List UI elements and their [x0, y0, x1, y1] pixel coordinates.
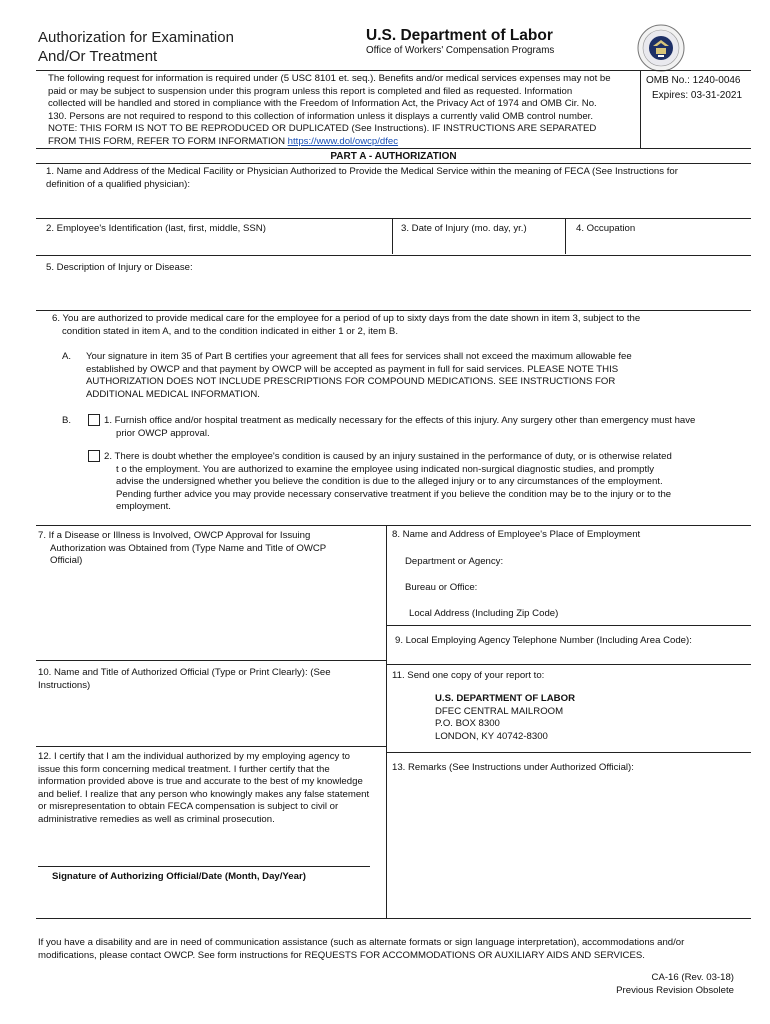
item13-field[interactable]	[392, 780, 744, 910]
privacy-notice	[48, 73, 640, 149]
item6-line: 6. You are authorized to provide medical care for the employee for a period of up to sixty days from the date shown in item 3, subject to the	[52, 313, 641, 324]
footer-line: modifications, please contact OWCP. See form instructions for REQUESTS FOR ACCOMMODATIONS OR AUXILIARY AIDS AND SERVICES.	[38, 949, 645, 961]
rule-item7-8	[36, 525, 751, 526]
item6-line: condition stated in item A, and to the condition indicated in either 1 or 2, item B.	[62, 325, 398, 337]
notice-line: collected will be handled and stored in compliance with the Freedom of Information Act, the Privacy Act of 1974 and OMB Cir. No.	[48, 98, 597, 110]
item10-field[interactable]	[40, 695, 380, 745]
accessibility-notice	[38, 937, 748, 962]
form-title-line2: And/Or Treatment	[38, 48, 158, 65]
item6-b-label: B.	[62, 415, 72, 426]
previous-revision-note: Previous Revision Obsolete	[616, 985, 734, 996]
form-info-link[interactable]: https://www.dol/owcp/dfec	[287, 135, 399, 147]
item8-department-field[interactable]	[520, 552, 745, 568]
header-rule	[36, 70, 751, 71]
bottom-rule	[36, 918, 751, 919]
item12-line: and belief. I realize that any person who knowingly makes any false statement	[38, 788, 370, 800]
signature-line	[38, 866, 370, 867]
part-a-heading: PART A - AUTHORIZATION	[330, 151, 457, 162]
item9-label: 9. Local Employing Agency Telephone Number (Including Area Code):	[395, 635, 692, 646]
item7-line: 7. If a Disease or Illness is Involved, OWCP Approval for Issuing	[38, 530, 311, 541]
item6-a-line: AUTHORIZATION DOES NOT INCLUDE PRESCRIPTIONS FOR COMPOUND MEDICATIONS. SEE INSTRUCTIONS FOR	[86, 376, 616, 388]
item12-line: administrative remedies as well as criminal prosecution.	[38, 813, 275, 825]
item7-label	[38, 530, 378, 568]
omb-number: OMB No.: 1240-0046	[646, 75, 741, 86]
notice-line: paid or may be subject to suspension under this program unless this report is completed and filed as requested. Information	[48, 85, 573, 97]
item8-local-address-field[interactable]	[570, 604, 745, 620]
item10-label	[38, 667, 378, 692]
item11-label: 11. Send one copy of your report to:	[392, 670, 545, 681]
item12-line: 12. I certify that I am the individual authorized by my employing agency to	[38, 751, 350, 762]
item3-field[interactable]	[400, 236, 560, 254]
item6-b1-checkbox[interactable]	[88, 414, 100, 426]
rule-item2	[36, 218, 751, 219]
item8-label: 8. Name and Address of Employee's Place of Employment	[392, 529, 641, 540]
item1-label	[46, 166, 736, 191]
item6-b2-line: employment.	[116, 501, 171, 513]
department-name: U.S. Department of Labor	[366, 27, 553, 44]
rule-item9	[386, 625, 751, 626]
mail-address-line: P.O. BOX 8300	[435, 718, 500, 730]
item6-intro	[52, 313, 742, 338]
item6-b2-line: advise the undersigned whether you believe the condition is due to the alleged injury or to any circumstances of the employment.	[116, 476, 663, 488]
lower-column-divider	[386, 525, 387, 918]
item6-b1-line: 1. Furnish office and/or hospital treatment as medically necessary for the effects of this injury. Any surgery other than emergency must have	[104, 415, 696, 426]
item12-line: or misrepresentation to obtain FECA compensation is subject to civil or	[38, 801, 339, 813]
item6-a-text	[86, 351, 746, 401]
omb-divider	[640, 70, 641, 148]
item6-b2-line: Pending further advice you may provide necessary conservative treatment if you believe the condition may be to the injury or to the	[116, 488, 672, 500]
office-name: Office of Workers' Compensation Programs	[366, 45, 555, 56]
item6-a-label: A.	[62, 351, 72, 362]
mail-address-line: U.S. DEPARTMENT OF LABOR	[435, 693, 575, 704]
item6-a-line: Your signature in item 35 of Part B certifies your agreement that all fees for services shall not exceed the maximum allowable fee	[86, 351, 632, 362]
item5-field[interactable]	[46, 276, 746, 308]
item1-line: definition of a qualified physician):	[46, 178, 190, 190]
item11-address	[435, 693, 575, 743]
rule-item11	[386, 664, 751, 665]
item12-certification	[38, 751, 383, 827]
rule-item13	[386, 752, 751, 753]
item6-a-line: ADDITIONAL MEDICAL INFORMATION.	[86, 388, 260, 400]
item6-a-line: established by OWCP and that payment by OWCP will be accepted as payment in full for said services. PLEASE NOTE THIS	[86, 363, 619, 375]
item7-field[interactable]	[40, 570, 380, 658]
divider-2-3	[392, 218, 393, 254]
item4-label: 4. Occupation	[576, 223, 636, 234]
item8-department-label: Department or Agency:	[405, 556, 504, 567]
rule-item5	[36, 255, 751, 256]
item12-line: information provided above is true and accurate to the best of my knowledge	[38, 776, 363, 788]
item6-b2-line: t o the employment. You are authorized to examine the employee using indicated non-surgical diagnostic studies, and promptly	[116, 463, 655, 475]
mail-address-line: LONDON, KY 40742-8300	[435, 730, 548, 742]
item7-line: Official)	[50, 555, 83, 567]
part-a-rule-bottom	[36, 163, 751, 164]
item8-bureau-label: Bureau or Office:	[405, 582, 478, 593]
item2-field[interactable]	[46, 236, 386, 254]
item12-line: issue this form concerning medical treatment. I further certify that the	[38, 763, 330, 775]
dol-seal-icon	[637, 24, 685, 72]
item7-line: Authorization was Obtained from (Type Name and Title of OWCP	[50, 542, 327, 554]
footer-line: If you have a disability and are in need of communication assistance (such as alternate formats or sign language interpretation), accommodations and/or	[38, 937, 685, 948]
mail-address-line: DFEC CENTRAL MAILROOM	[435, 705, 564, 717]
item3-label: 3. Date of Injury (mo. day, yr.)	[401, 223, 527, 234]
item6-b1-text	[104, 415, 744, 440]
item1-line: 1. Name and Address of the Medical Facility or Physician Authorized to Provide the Medical Service within the meaning of FECA (See Instructions for	[46, 166, 678, 177]
item13-label: 13. Remarks (See Instructions under Authorized Official):	[392, 762, 634, 773]
omb-expires: Expires: 03-31-2021	[652, 90, 743, 101]
rule-item10	[36, 660, 386, 661]
item2-label: 2. Employee's Identification (last, first, middle, SSN)	[46, 223, 266, 234]
signature-label: Signature of Authorizing Official/Date (Month, Day/Year)	[52, 871, 306, 882]
notice-line: The following request for information is required under (5 USC 8101 et. seq.). Benefits and/or medical services expenses may not be	[48, 73, 611, 84]
item5-label: 5. Description of Injury or Disease:	[46, 262, 193, 273]
item8-bureau-field[interactable]	[500, 578, 745, 594]
item6-b2-line: 2. There is doubt whether the employee's condition is caused by an injury sustained in the performance of duty, or is otherwise related	[104, 451, 672, 462]
signature-field[interactable]	[40, 838, 370, 865]
form-title-line1: Authorization for Examination	[38, 29, 234, 46]
part-a-rule-top	[36, 148, 751, 149]
item8-local-address-label: Local Address (Including Zip Code)	[409, 608, 559, 619]
divider-3-4	[565, 218, 566, 254]
item6-b1-line: prior OWCP approval.	[116, 427, 210, 439]
item6-b2-checkbox[interactable]	[88, 450, 100, 462]
item1-field[interactable]	[46, 192, 746, 218]
item4-field[interactable]	[574, 236, 744, 254]
form-id: CA-16 (Rev. 03-18)	[651, 972, 734, 983]
notice-line: NOTE: THIS FORM IS NOT TO BE REPRODUCED OR DUPLICATED (See Instructions). IF INSTRUCTIONS ARE SEPARATED	[48, 123, 597, 135]
rule-item6	[36, 310, 751, 311]
rule-item12	[36, 746, 386, 747]
notice-line: FROM THIS FORM, REFER TO FORM INFORMATION https://www.dol/owcp/dfec	[48, 135, 399, 147]
notice-line: 130. Persons are not required to respond to this collection of information unless it displays a currently valid OMB control number.	[48, 110, 593, 122]
item6-b2-text	[104, 451, 744, 514]
item10-line: 10. Name and Title of Authorized Official (Type or Print Clearly): (See	[38, 667, 331, 678]
item10-line: Instructions)	[38, 679, 91, 691]
